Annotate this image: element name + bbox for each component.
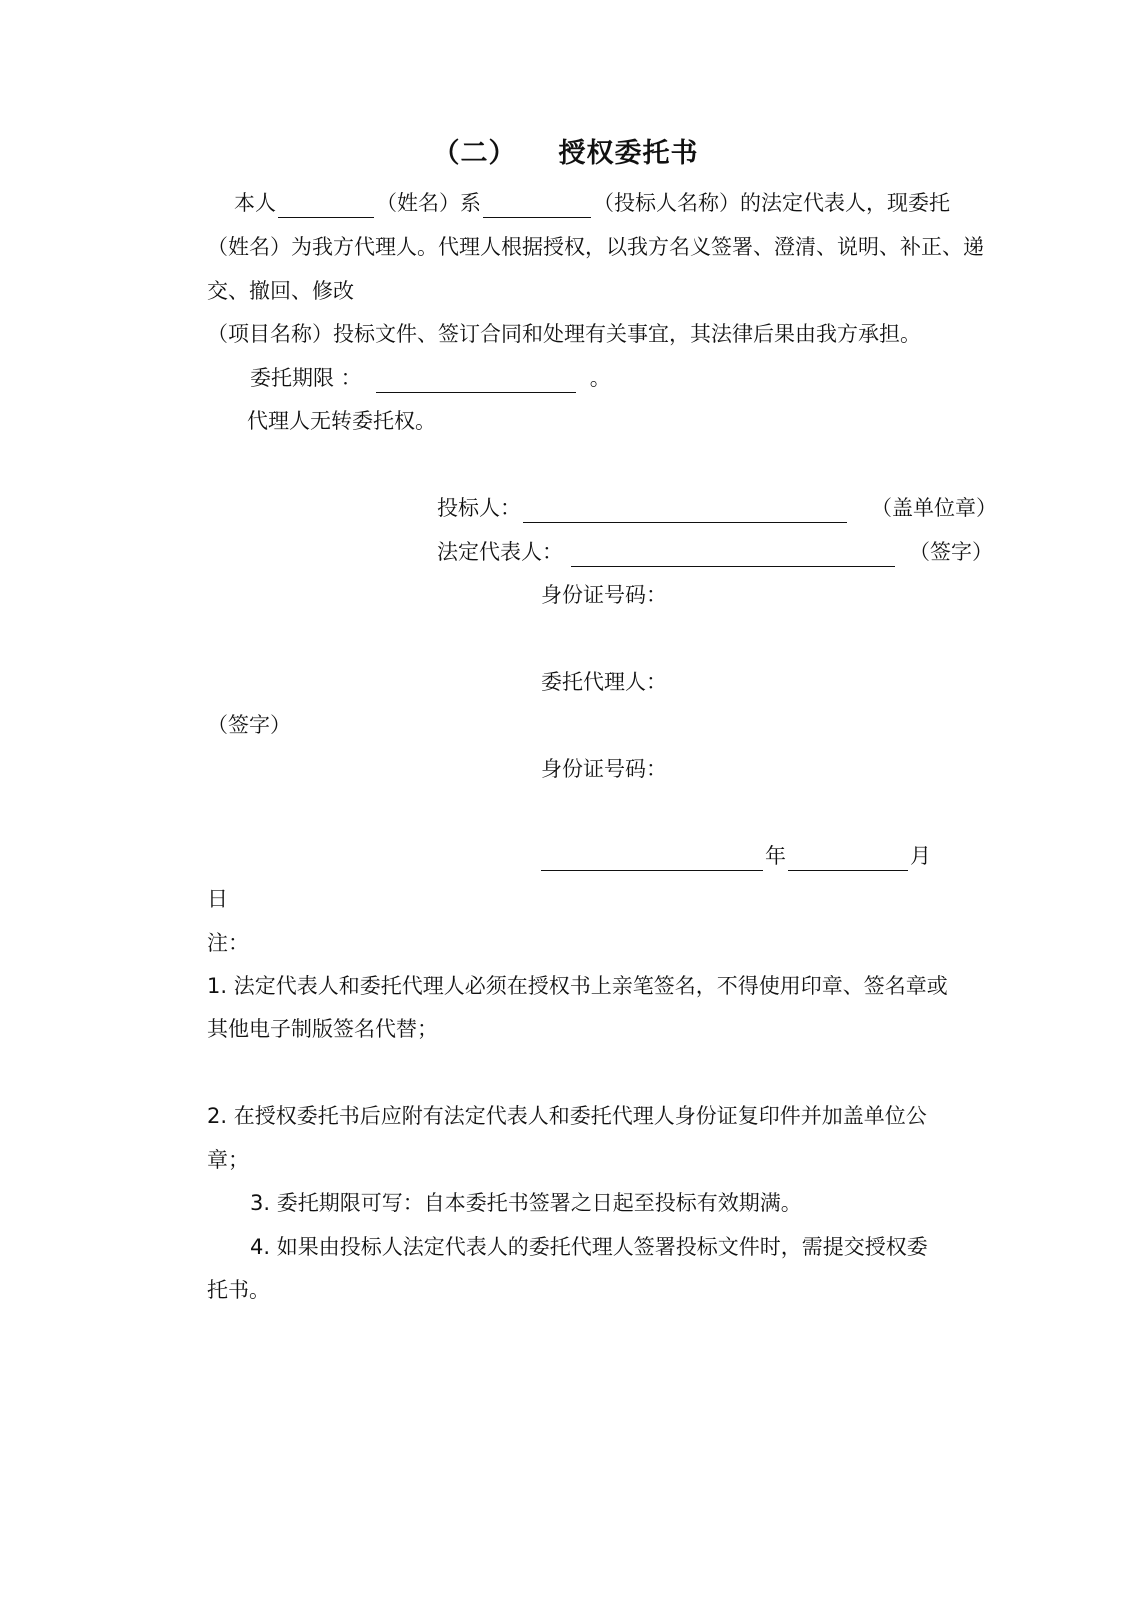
year-blank — [541, 848, 763, 871]
note-2-line-1: 2. 在授权委托书后应附有法定代表人和委托代理人身份证复印件并加盖单位公 — [207, 1104, 927, 1128]
date-line: 年 月 — [541, 841, 931, 871]
agent-sign: （签字） — [207, 713, 291, 737]
term-label: 委托期限 ： — [250, 366, 362, 390]
rep-line — [437, 537, 993, 567]
note-label: 注： — [207, 931, 249, 955]
paragraph-line-1: 本人 （姓名）系 （投标人名称）的法定代表人，现委托 — [234, 188, 950, 218]
id-number-1: 身份证号码： — [541, 583, 667, 607]
term-line: 委托期限 ： 。 — [250, 363, 611, 393]
note-1-line-1: 1. 法定代表人和委托代理人必须在授权书上亲笔签名，不得使用印章、签名章或 — [207, 974, 948, 998]
note-4-line-2: 托书。 — [207, 1278, 270, 1302]
term-blank — [376, 370, 576, 393]
bidder-seal: （盖单位章） — [871, 496, 997, 520]
rep-label: 法定代表人： — [437, 540, 563, 564]
paragraph-line-3: 交、撤回、修改 — [207, 279, 354, 303]
note-1-line-2: 其他电子制版签名代替； — [207, 1017, 438, 1041]
id-number-2: 身份证号码： — [541, 757, 667, 781]
rep-sign: （签字） — [909, 540, 993, 564]
note-3: 3. 委托期限可写：自本委托书签署之日起至投标有效期满。 — [250, 1191, 802, 1215]
name-blank — [278, 195, 374, 218]
note-2-line-2: 章； — [207, 1148, 249, 1172]
month-blank — [788, 848, 908, 871]
no-transfer-line: 代理人无转委托权。 — [247, 409, 436, 433]
bidder-line — [437, 493, 997, 523]
bidder-blank — [523, 500, 847, 523]
bidder-label: 投标人： — [437, 496, 521, 520]
date-day: 日 — [207, 887, 228, 911]
document-title — [0, 136, 1131, 172]
title-number: （二） — [432, 138, 517, 169]
paragraph-line-2: （姓名）为我方代理人。代理人根据授权，以我方名义签署、澄清、说明、补正、递 — [207, 235, 984, 259]
rep-blank — [571, 544, 895, 567]
paragraph-line-4: （项目名称）投标文件、签订合同和处理有关事宜，其法律后果由我方承担。 — [207, 322, 921, 346]
title-text: 授权委托书 — [558, 138, 699, 169]
agent-label: 委托代理人： — [541, 670, 667, 694]
note-4-line-1: 4. 如果由投标人法定代表人的委托代理人签署投标文件时，需提交授权委 — [250, 1235, 928, 1259]
bidder-name-blank — [483, 195, 591, 218]
